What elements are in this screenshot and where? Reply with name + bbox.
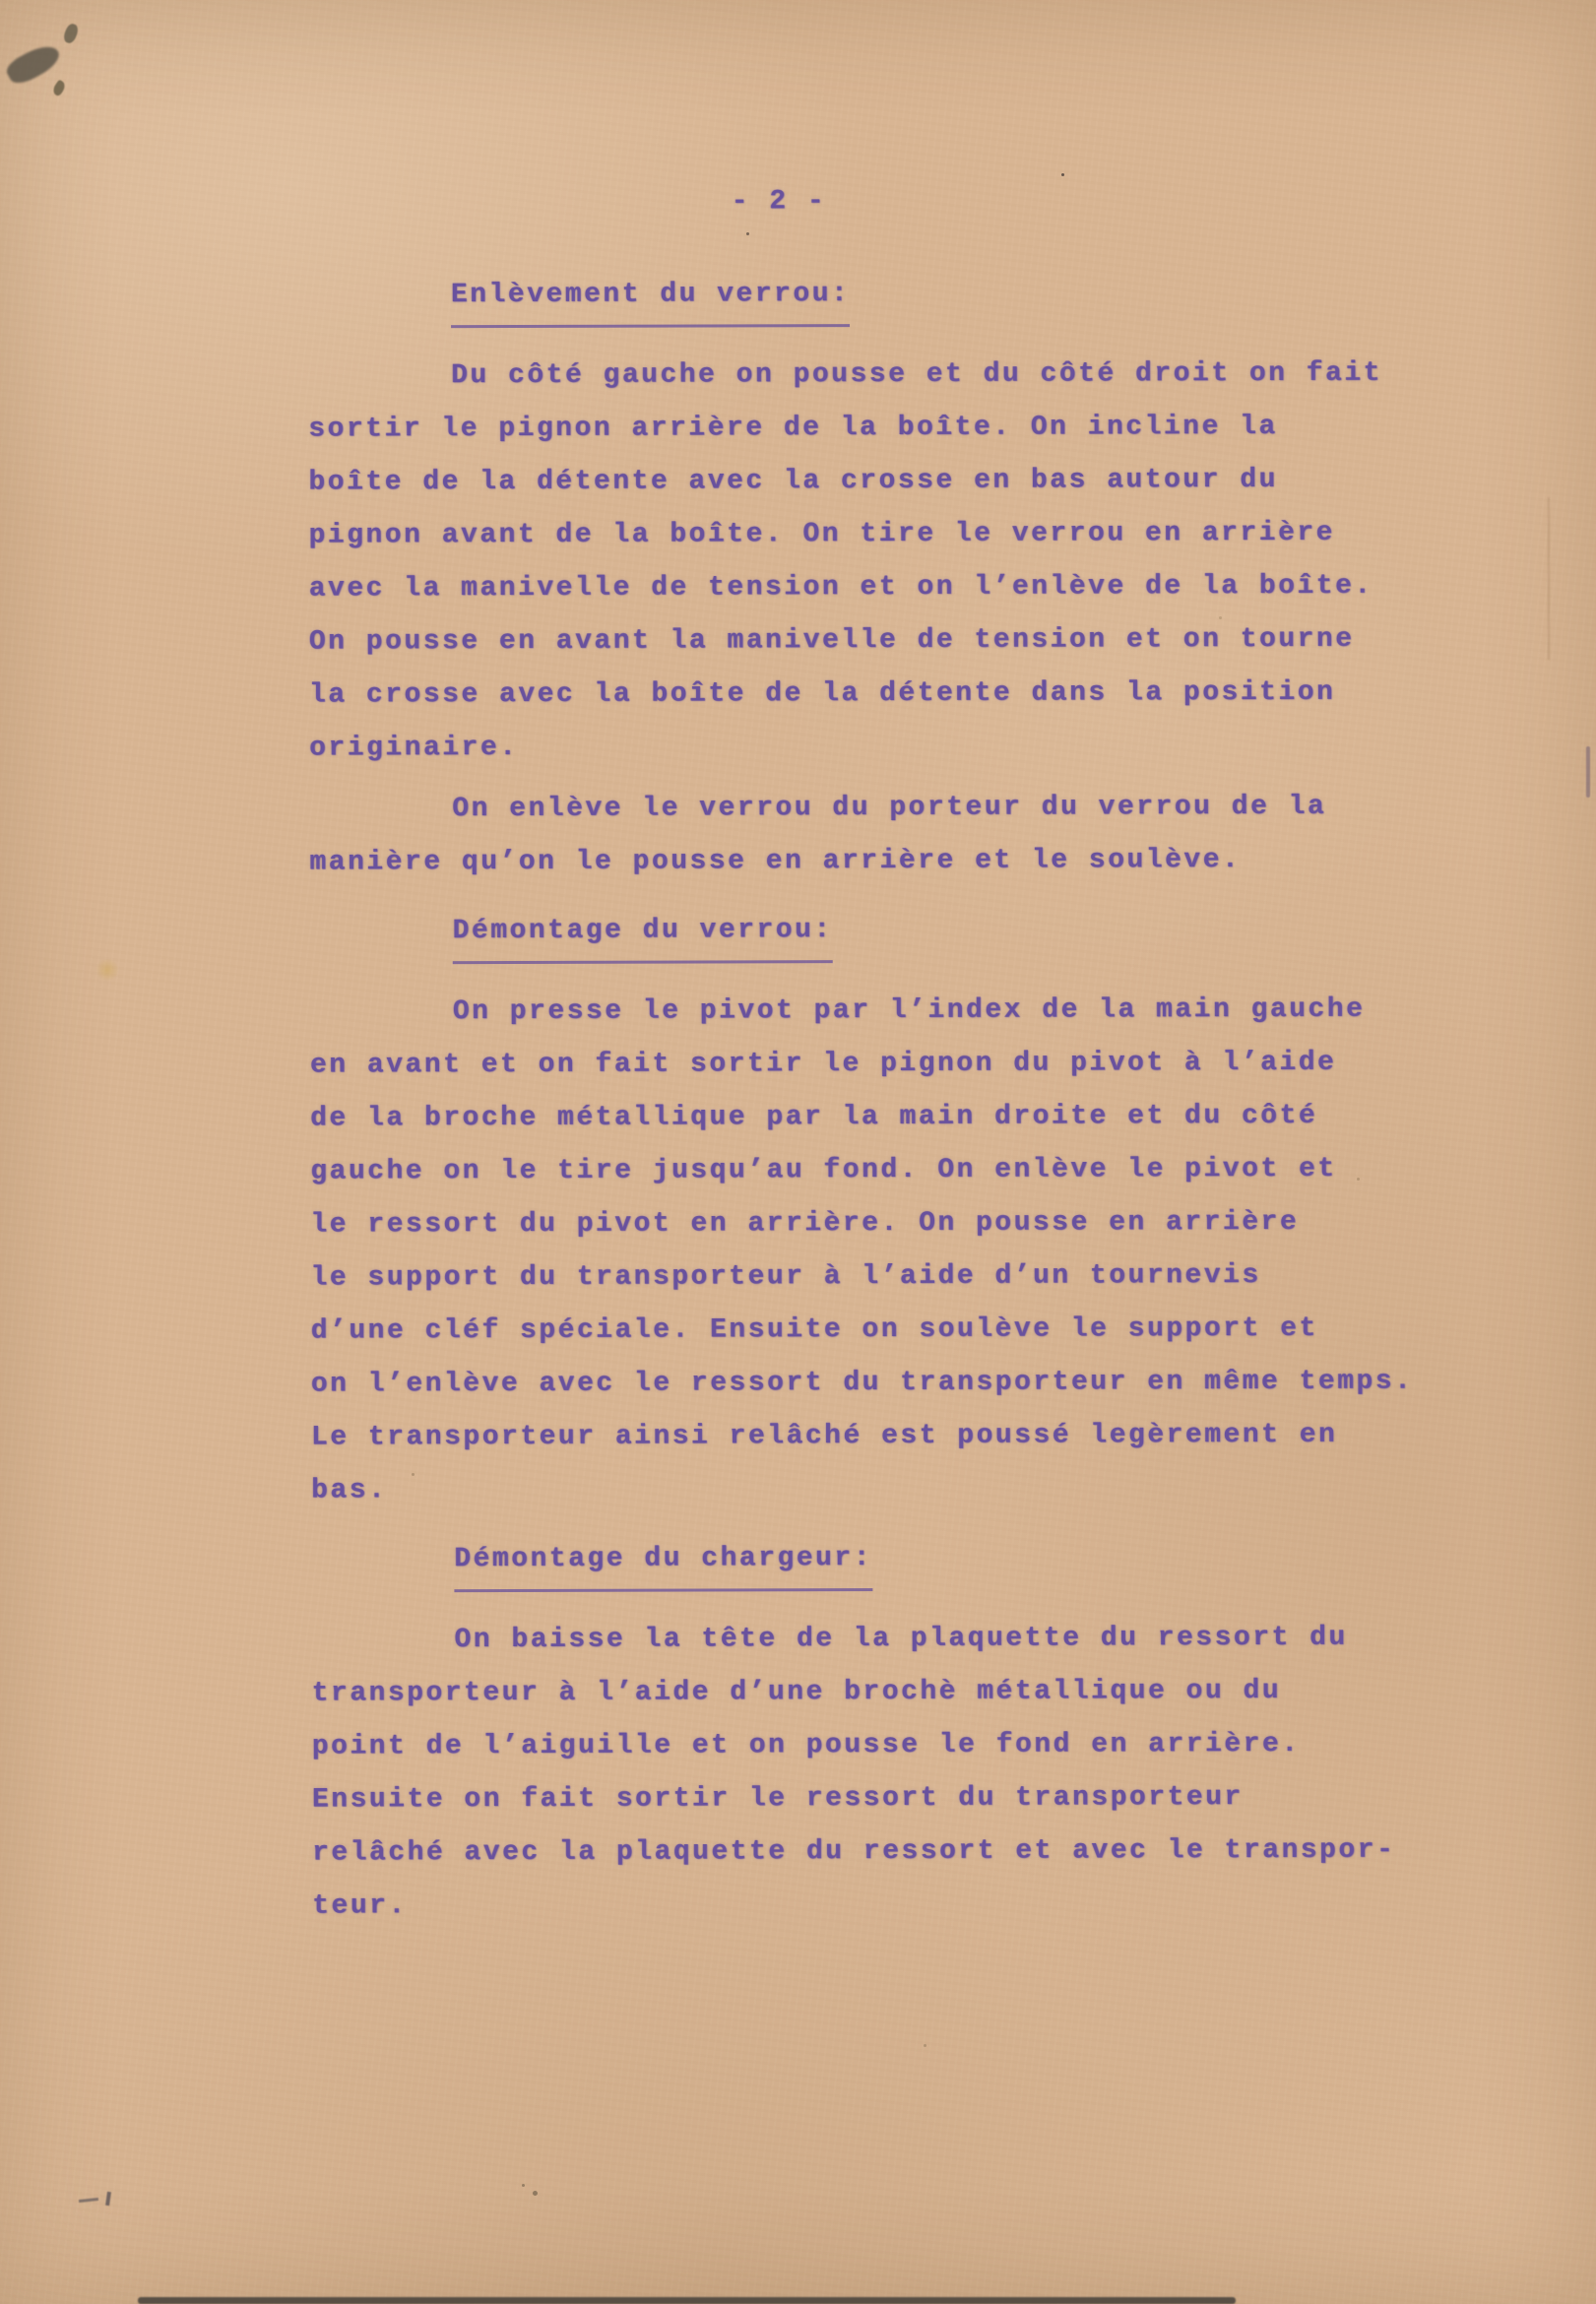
text-line: Du côté gauche on pousse et du côté droit on fait bbox=[451, 357, 1383, 392]
typewritten-text-block bbox=[308, 173, 1475, 1941]
scan-edge-strip bbox=[138, 2297, 1236, 2304]
heading-row bbox=[453, 902, 1472, 964]
text-line: On enlève le verrou du porteur du verrou de la bbox=[452, 791, 1327, 825]
text-line: la crosse avec la boîte de la détente dans la position bbox=[308, 676, 1336, 711]
text-line: On baisse la tête de la plaquette du ressort du bbox=[454, 1622, 1348, 1656]
text-line: On pousse en avant la manivelle de tension et on tourne bbox=[308, 623, 1355, 658]
section-demontage-du-chargeur bbox=[311, 1530, 1474, 1933]
text-line: boîte de la détente avec la crosse en bas autour du bbox=[308, 464, 1278, 498]
ink-smudge bbox=[62, 23, 80, 45]
text-line: pignon avant de la boîte. On tire le verrou en arrière bbox=[308, 517, 1336, 551]
ink-smudge bbox=[51, 79, 68, 96]
text-line: sortir le pignon arrière de la boîte. On incline la bbox=[308, 411, 1278, 445]
paper-stain bbox=[95, 959, 120, 981]
heading-row bbox=[454, 1530, 1473, 1592]
pen-mark bbox=[79, 2198, 98, 2203]
text-line: Le transporteur ainsi relâché est poussé legèrement en bbox=[310, 1419, 1338, 1453]
pen-mark bbox=[1586, 746, 1590, 798]
text-line: de la broche métallique par la main droite et du côté bbox=[310, 1100, 1318, 1134]
section-heading: Enlèvement du verrou: bbox=[451, 268, 851, 328]
paper-crease bbox=[1548, 497, 1550, 660]
text-line: teur. bbox=[312, 1890, 408, 1922]
paragraph bbox=[311, 1611, 1474, 1933]
heading-row bbox=[451, 266, 1470, 328]
text-line: originaire. bbox=[309, 732, 519, 764]
text-line: transporteur à l’aide d’une brochè métallique ou du bbox=[311, 1675, 1282, 1709]
text-line: gauche on le tire jusqu’au fond. On enlève le pivot et bbox=[310, 1153, 1337, 1187]
text-line: relâché avec la plaquette du ressort et avec le transpor- bbox=[312, 1834, 1396, 1869]
text-line: manière qu’on le pousse en arrière et le soulève. bbox=[309, 845, 1242, 878]
text-line: On presse le pivot par l’index de la main gauche bbox=[452, 993, 1366, 1028]
section-demontage-du-verrou bbox=[310, 902, 1474, 1517]
paragraph bbox=[310, 983, 1473, 1517]
text-line: on l’enlève avec le ressort du transporteur en même temps. bbox=[310, 1366, 1414, 1400]
text-line: d’une cléf spéciale. Ensuite on soulève le support et bbox=[310, 1312, 1318, 1347]
section-heading: Démontage du chargeur: bbox=[454, 1532, 872, 1592]
text-line: Ensuite on fait sortir le ressort du transporteur bbox=[311, 1782, 1244, 1816]
text-line: en avant et on fait sortir le pignon du pivot à l’aide bbox=[309, 1047, 1337, 1081]
page-number: - 2 - bbox=[731, 186, 827, 218]
text-line: le support du transporteur à l’aide d’un tournevis bbox=[310, 1260, 1261, 1294]
section-heading: Démontage du verrou: bbox=[453, 904, 833, 964]
text-line: point de l’aiguille et on pousse le fond en arrière. bbox=[311, 1728, 1301, 1762]
section-enlevement-du-verrou bbox=[308, 266, 1472, 889]
text-line: le ressort du pivot en arrière. On pousse en arrière bbox=[310, 1206, 1300, 1241]
text-line: avec la manivelle de tension et on l’enlève de la boîte. bbox=[308, 570, 1373, 605]
text-line: bas. bbox=[311, 1475, 388, 1506]
paragraph bbox=[308, 347, 1471, 775]
pen-mark bbox=[105, 2192, 111, 2206]
ink-smudge bbox=[3, 39, 64, 88]
paragraph bbox=[309, 780, 1471, 889]
